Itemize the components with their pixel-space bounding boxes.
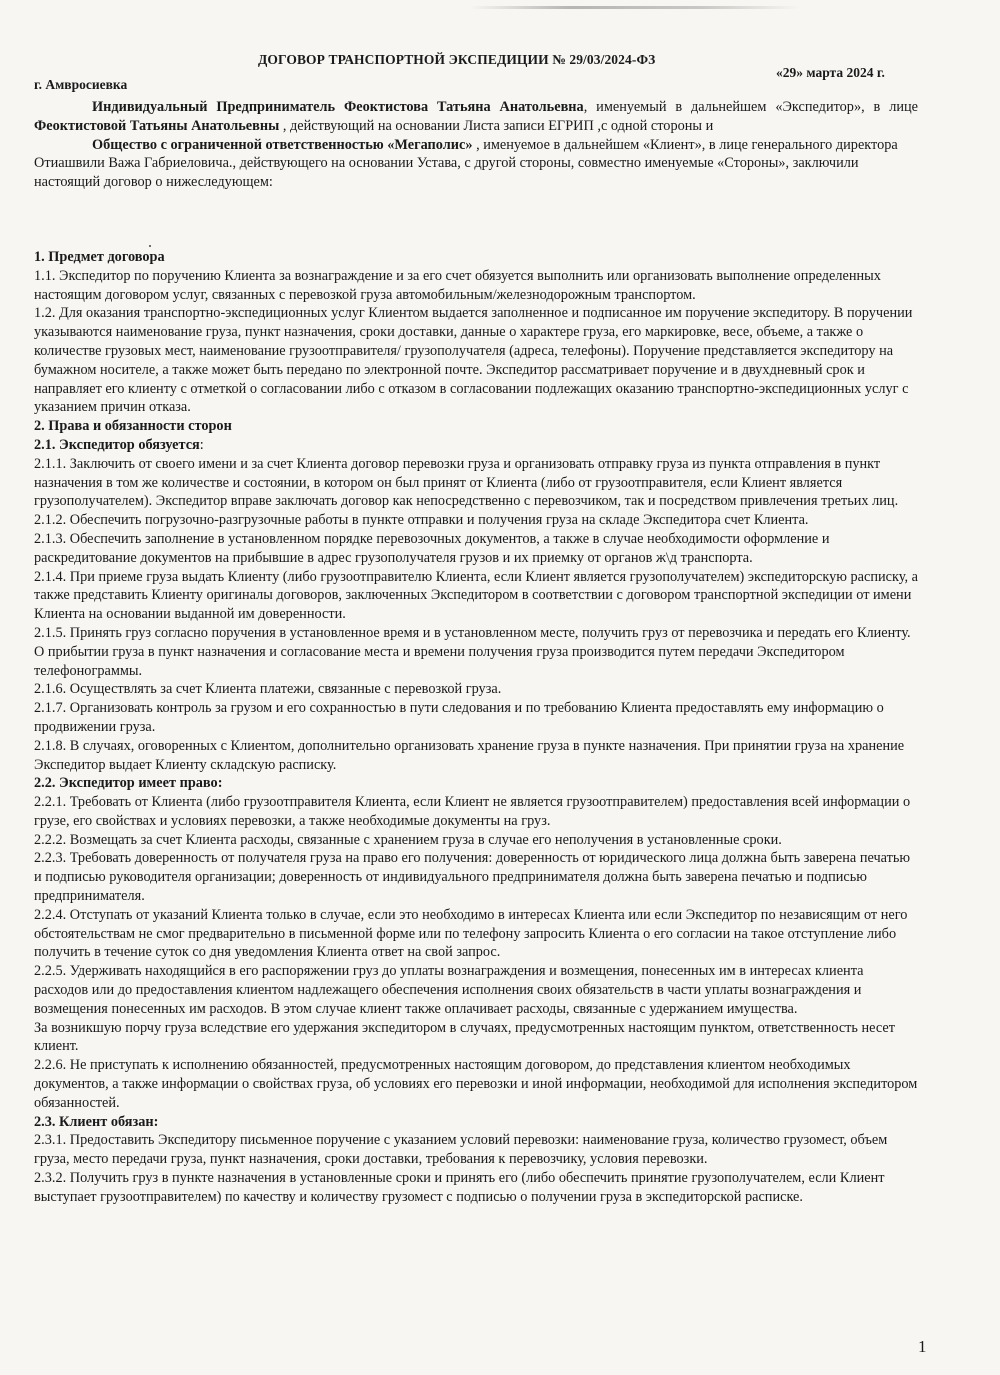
clause-2-2-5-liability: За возникшую порчу груза вследствие его удержания экспедитором в случаях, предусмотренных настоящим пунктом, ответственность несет клиент. [34, 1019, 895, 1055]
page-number: 1 [918, 1337, 927, 1356]
preamble-text: , действующий на основании Листа записи ЕГРИП ,с одной стороны и [279, 117, 714, 134]
section-2-heading: 2. Права и обязанности сторон [34, 418, 232, 435]
document-title: ДОГОВОР ТРАНСПОРТНОЙ ЭКСПЕДИЦИИ № 29/03/2024-ФЗ [258, 52, 656, 67]
subsection-2-1-heading [34, 436, 918, 455]
clause-2-2-6: 2.2.6. Не приступать к исполнению обязанностей, предусмотренных настоящим договором, до представления клиентом необходимых документов, а также информации о свойствах груза, об условиях его перевозки и иной информации, необходимой для исполнения экспедитором обязанностей. [34, 1057, 918, 1111]
clause-2-1-1: 2.1.1. Заключить от своего имени и за счет Клиента договор перевозки груза и организовать отправку груза из пункта отправления в пункт назначения в том же количестве и состоянии, в котором он был принят от Клиента (либо от грузоотправителя, если Клиент является грузополучателем). Экспедитор вправе заключать договор как непосредственно с перевозчиком, так и посредством привлечения третьих лиц. [34, 455, 899, 510]
subsection-2-3-heading: 2.3. Клиент обязан: [34, 1113, 159, 1130]
clause-2-1-4: 2.1.4. При приеме груза выдать Клиенту (либо грузоотправителю Клиента, если Клиент является грузополучателем) экспедиторскую расписку, а также представить Клиенту оригиналы договоров, заключенных Экспедитором в соответствии с договором транспортной экспедиции от имени Клиента на основании выданной им доверенности. [34, 568, 918, 623]
clause-2-1-3: 2.1.3. Обеспечить заполнение в установленном порядке перевозочных документов, а также в случае необходимости оформление и раскредитование документов на прибывшие в адрес грузополучателя грузов и их приемку от органов ж\д транспорта. [34, 530, 830, 566]
clause-2-1-6: 2.1.6. Осуществлять за счет Клиента платежи, связанные с перевозкой груза. [34, 681, 502, 698]
clause-2-2-4: 2.2.4. Отступать от указаний Клиента только в случае, если это необходимо в интересах Клиента или если Экспедитор по независящим от него обстоятельствам не смог предварительно в письменной форме или по телефону запросить Клиента о его согласии на такое отступление либо получить в течение суток со дня уведомления Клиента ответ на свой запрос. [34, 906, 908, 961]
clause-2-2-3: 2.2.3. Требовать доверенность от получателя груза на право его получения: доверенность от юридического лица должна быть заверена печатью и подписью руководителя организации; доверенность от индивидуального предпринимателя должна быть заверена печатью и подписью предпринимателя. [34, 850, 911, 905]
preamble-text: , именуемое в дальнейшем «Клиент», в лице генерального директора Отиашвили Важа Габриеловича., действующего на основании Устава, с другой стороны, совместно именуемые «Стороны», заключили настоящий договор о нижеследующем: [34, 136, 898, 191]
contract-city: г. Амвросиевка [34, 77, 128, 92]
blank-space [34, 192, 918, 248]
document-body [34, 98, 918, 1207]
subsection-2-1-colon: : [199, 436, 204, 453]
preamble-text: , именуемый в дальнейшем «Экспедитор», в лице [583, 99, 918, 115]
contract-date: «29» марта 2024 г. [776, 65, 885, 80]
clause-2-2-1: 2.2.1. Требовать от Клиента (либо грузоотправителя Клиента, если Клиент не является грузоотправителем) предоставления всей информации о грузе, его свойствах и условиях перевозки, а также необходимые документы на груз. [34, 794, 911, 829]
expeditor-name: Индивидуальный Предприниматель Феоктистова Татьяна Анатольевна [92, 99, 584, 115]
preamble-expeditor [34, 98, 918, 136]
client-name: Общество с ограниченной ответственностью «Мегаполис» [92, 136, 473, 153]
section-1-heading: 1. Предмет договора [34, 248, 165, 265]
clause-1-2: 1.2. Для оказания транспортно-экспедиционных услуг Клиентом выдается заполненное и подписанное им поручение экспедитору. В поручении указываются наименование груза, пункт назначения, сроки доставки, данные о характере груза, его маркировке, весе, объеме, а также о количестве грузовых мест, наименование грузоотправителя/ грузополучателя (адреса, телефоны). Поручение представляется экспедитору на бумажном носителе, а также может быть передано по электронной почте. Экспедитор рассматривает поручение и в двухдневный срок и направляет его клиенту с отметкой о согласовании либо с отказом в согласовании подлежащих оказанию транспортно-экспедиционных услуг с указанием причин отказа. [34, 305, 913, 416]
clause-2-1-2: 2.1.2. Обеспечить погрузочно-разгрузочные работы в пункте отправки и получения груза на складе Экспедитора счет Клиента. [34, 512, 809, 529]
clause-1-1: 1.1. Экспедитор по поручению Клиента за вознаграждение и за его счет обязуется выполнить или организовать выполнение определенных настоящим договором услуг, связанных с перевозкой груза автомобильным/железнодорожным транспортом. [34, 267, 881, 303]
expeditor-representative: Феоктистовой Татьяны Анатольевны [34, 117, 280, 134]
clause-2-3-2: 2.3.2. Получить груз в пункте назначения в установленные сроки и принять его (либо обеспечить принятие грузополучателем, если Клиент выступает грузоотправителем) по качеству и количеству грузомест с подписью о получении груза в экспедиторской расписке. [34, 1170, 885, 1205]
clause-2-2-2: 2.2.2. Возмещать за счет Клиента расходы, связанные с хранением груза в случае его неполучения в установленные сроки. [34, 831, 782, 848]
clause-2-1-8: 2.1.8. В случаях, оговоренных с Клиентом, дополнительно организовать хранение груза в пункте назначения. При принятии груза на хранение Экспедитор выдает Клиенту складскую расписку. [34, 737, 905, 773]
clause-2-2-5: 2.2.5. Удерживать находящийся в его распоряжении груз до уплаты вознаграждения и возмещения, понесенных им в интересах клиента расходов или до предоставления клиентом надлежащего обеспечения исполнения своих обязательств в части уплаты вознаграждения и возмещения понесенных им расходов. В этом случае клиент также оплачивает расходы, связанные с удержанием имущества. [34, 963, 864, 1017]
clause-2-1-5: 2.1.5. Принять груз согласно поручения в установленное время и в установленном месте, получить груз от перевозчика и передать его Клиенту. О прибытии груза в пункт назначения и согласование места и времени получения груза производится путем передачи Экспедитором телефонограммы. [34, 624, 911, 679]
scan-artifact [470, 6, 800, 9]
clause-2-3-1: 2.3.1. Предоставить Экспедитору письменное поручение с указанием условий перевозки: наименование груза, количество грузомест, объем груза, место передачи груза, пункт назначения, сроки доставки, требования к перевозчику, условия перевозки. [34, 1132, 888, 1168]
subsection-2-1-title: 2.1. Экспедитор обязуется [34, 436, 200, 453]
preamble-client [34, 136, 918, 192]
clause-2-1-7: 2.1.7. Организовать контроль за грузом и его сохранностью в пути следования и по требованию Клиента предоставлять ему информацию о продвижении груза. [34, 700, 884, 735]
subsection-2-2-heading: 2.2. Экспедитор имеет право: [34, 775, 223, 792]
